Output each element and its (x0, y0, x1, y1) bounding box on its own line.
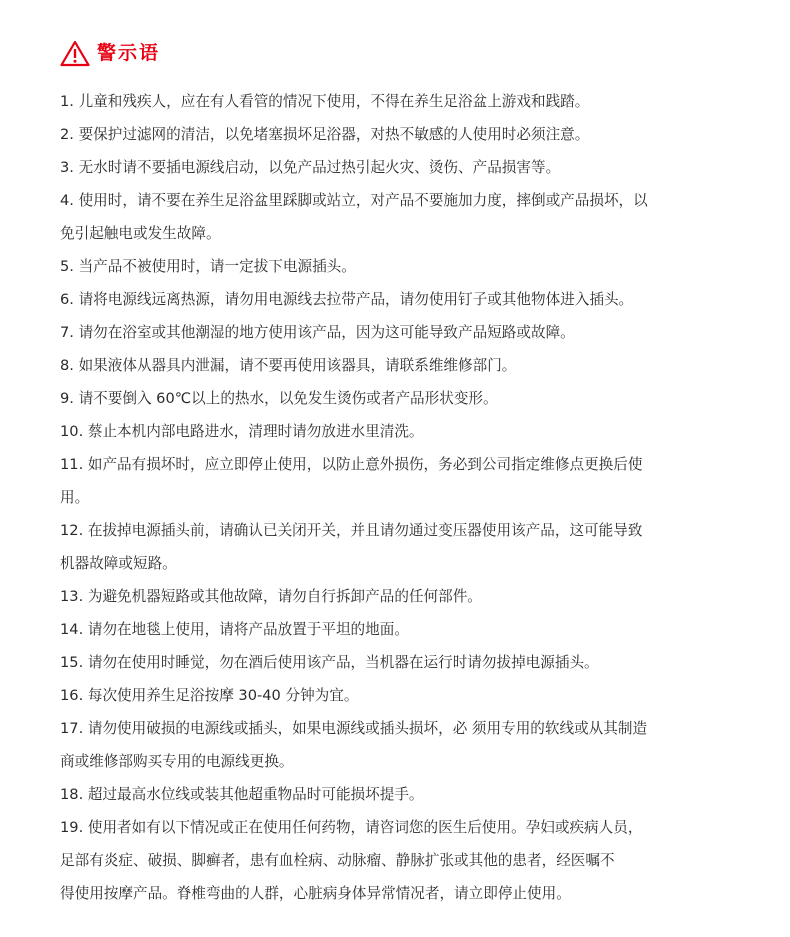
warning-item (60, 613, 760, 646)
warning-item (60, 712, 760, 778)
warning-triangle-icon (60, 40, 90, 67)
warning-item (60, 580, 760, 613)
warning-item (60, 316, 760, 349)
warning-item-line: 19. 使用者如有以下情况或正在使用任何药物，请咨词您的医生后使用。孕妇或疾病人员， (60, 819, 643, 836)
warning-item-line: 13. 为避免机器短路或其他故障，请勿自行拆卸产品的任何部件。 (60, 588, 482, 605)
warning-item (60, 679, 760, 712)
page-title: 警示语 (97, 42, 161, 64)
warning-item-line: 用。 (60, 489, 90, 506)
warning-item (60, 151, 760, 184)
warning-item (60, 250, 760, 283)
warning-item-line: 商或维修部购买专用的电源线更换。 (60, 753, 294, 770)
warning-item-line: 3. 无水时请不要插电源线启动，以免产品过热引起火灾、烫伤、产品损害等。 (60, 159, 561, 176)
warning-item-line: 1. 儿童和残疾人，应在有人看管的情况下使用，不得在养生足浴盆上游戏和践踏。 (60, 93, 590, 110)
warning-item-line: 6. 请将电源线远离热源，请勿用电源线去拉带产品，请勿使用钉子或其他物体进入插头。 (60, 291, 634, 308)
warning-item-line: 16. 每次使用养生足浴按摩 30-40 分钟为宜。 (60, 687, 359, 704)
warning-item-line: 17. 请勿使用破损的电源线或插头，如果电源线或插头损坏，必 须用专用的软线或从其制造 (60, 720, 648, 737)
warning-item-line: 10. 蔡止本机内部电路进水，清理时请勿放进水里清洗。 (60, 423, 424, 440)
warning-item-line: 4. 使用时，请不要在养生足浴盆里踩脚或站立，对产品不要施加力度，摔倒或产品损坏，以 (60, 192, 648, 209)
warning-item-line: 机器故障或短路。 (60, 555, 177, 572)
warning-item (60, 514, 760, 580)
warning-item (60, 382, 760, 415)
warning-item-line: 7. 请勿在浴室或其他潮湿的地方使用该产品，因为这可能导致产品短路或故障。 (60, 324, 575, 341)
warning-item (60, 118, 760, 151)
warning-item-line: 2. 要保护过滤网的清洁，以免堵塞损坏足浴器，对热不敏感的人使用时必须注意。 (60, 126, 590, 143)
warning-item (60, 415, 760, 448)
warning-list (60, 85, 760, 910)
warning-item (60, 448, 760, 514)
warning-item (60, 811, 760, 910)
warning-item (60, 85, 760, 118)
warning-item-line: 足部有炎症、破损、脚癣者，患有血栓病、动脉瘤、静脉扩张或其他的患者，经医嘱不 (60, 852, 615, 869)
warning-item (60, 184, 760, 250)
warning-header (60, 38, 160, 68)
warning-item (60, 646, 760, 679)
warning-item-line: 11. 如产品有损坏时，应立即停止使用，以防止意外损伤，务必到公司指定维修点更换后使 (60, 456, 643, 473)
warning-item-line: 15. 请勿在使用时睡觉，勿在酒后使用该产品，当机器在运行时请勿拔掉电源插头。 (60, 654, 599, 671)
warning-item-line: 18. 超过最高水位线或装其他超重物品时可能损坏提手。 (60, 786, 424, 803)
warning-item (60, 283, 760, 316)
warning-item-line: 免引起触电或发生故障。 (60, 225, 221, 242)
warning-item-line: 12. 在拔掉电源插头前，请确认已关闭开关，并且请勿通过变压器使用该产品，这可能导致 (60, 522, 643, 539)
warning-item-line: 8. 如果液体从器具内泄漏，请不要再使用该器具，请联系维维修部门。 (60, 357, 517, 374)
warning-item (60, 349, 760, 382)
warning-item-line: 14. 请勿在地毯上使用，请将产品放置于平坦的地面。 (60, 621, 409, 638)
warning-item-line: 得使用按摩产品。脊椎弯曲的人群，心脏病身体异常情况者，请立即停止使用。 (60, 885, 571, 902)
warning-item-line: 9. 请不要倒入 60℃以上的热水，以免发生烫伤或者产品形状变形。 (60, 390, 498, 407)
warning-item (60, 778, 760, 811)
warning-item-line: 5. 当产品不被使用时，请一定拔下电源插头。 (60, 258, 356, 275)
